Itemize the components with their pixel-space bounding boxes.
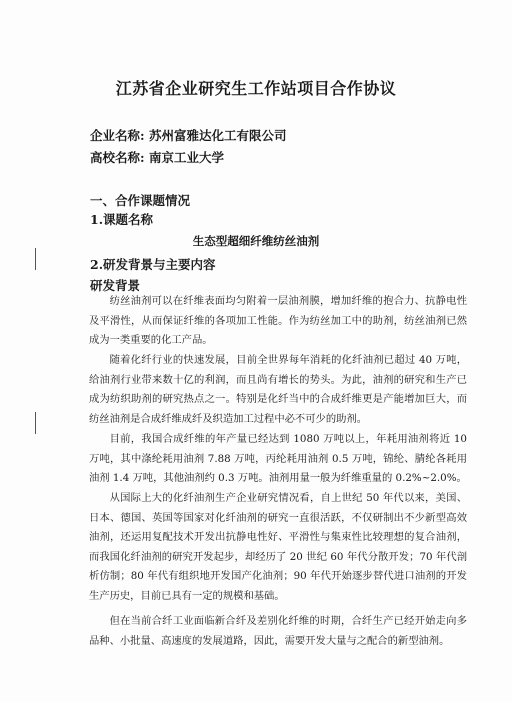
company-label: 企业名称: (90, 128, 145, 143)
university-line (90, 148, 224, 166)
scan-margin-mark (35, 412, 36, 434)
company-line (90, 126, 287, 144)
item-heading-1: 1.课题名称 (90, 212, 154, 227)
paragraph: 随着化纤行业的快速发展，目前全世界每年消耗的化纤油剂已超过 40 万吨，给油剂行业带来数十亿的利润，而且尚有增长的势头。为此，油剂的研究和生产已成为纺织助剂的研究热点之一。特别是化纤当中的合成纤维更是产能增加巨大，而纺丝油剂是合成纤维成纤及织造加工过程中必不可少的助剂。 (89, 354, 467, 425)
paragraph: 从国际上大的化纤油剂生产企业研究情况看，自上世纪 50 年代以来，美国、日本、德国、英国等国家对化纤油剂的研究一直很活跃，不仅研制出不少新型高效油剂，还运用复配技术开发出抗静电性好、平滑性与集束性比较理想的复合油剂，而我国化纤油剂的研究开发起步，却经历了 20 世纪 60 年代分散开发；70 年代剖析仿制；80 年代有组织地开发国产化油剂；90 年代开始逐步替代进口油剂的开发生产历史，目前已具有一定的规模和基础。 (89, 492, 467, 602)
project-name: 生态型超细纤维纺丝油剂 (192, 234, 320, 248)
paragraph: 纺丝油剂可以在纤维表面均匀附着一层油剂膜，增加纤维的抱合力、抗静电性及平滑性，从而保证纤维的各项加工性能。作为纺丝加工中的助剂，纺丝油剂已然成为一类重要的化工产品。 (89, 295, 467, 346)
scan-margin-mark (35, 248, 36, 270)
paragraph: 但在当前合纤工业面临新合纤及差别化纤维的时期，合纤生产已经开始走向多品种、小批量、高速度的发展道路，因此，需要开发大量与之配合的新型油剂。 (89, 615, 467, 647)
sub-heading-background: 研发背景 (90, 278, 141, 293)
item-heading-2: 2.研发背景与主要内容 (90, 257, 216, 272)
university-label: 高校名称: (90, 150, 145, 165)
section-heading-1: 一、合作课题情况 (90, 193, 191, 208)
company-name: 苏州富雅达化工有限公司 (148, 128, 287, 143)
university-name: 南京工业大学 (148, 150, 224, 165)
paragraph: 目前，我国合成纤维的年产量已经达到 1080 万吨以上，年耗用油剂将近 10 万吨，其中涤纶耗用油剂 7.88 万吨，丙纶耗用油剂 0.5 万吨，锦纶、腈纶各耗用油剂 1.4 万吨，其他油剂约 0.3 万吨。油剂用量一般为纤维重量的 0.2%~2.0%。 (89, 433, 467, 484)
document-title: 江苏省企业研究生工作站项目合作协议 (115, 79, 397, 98)
